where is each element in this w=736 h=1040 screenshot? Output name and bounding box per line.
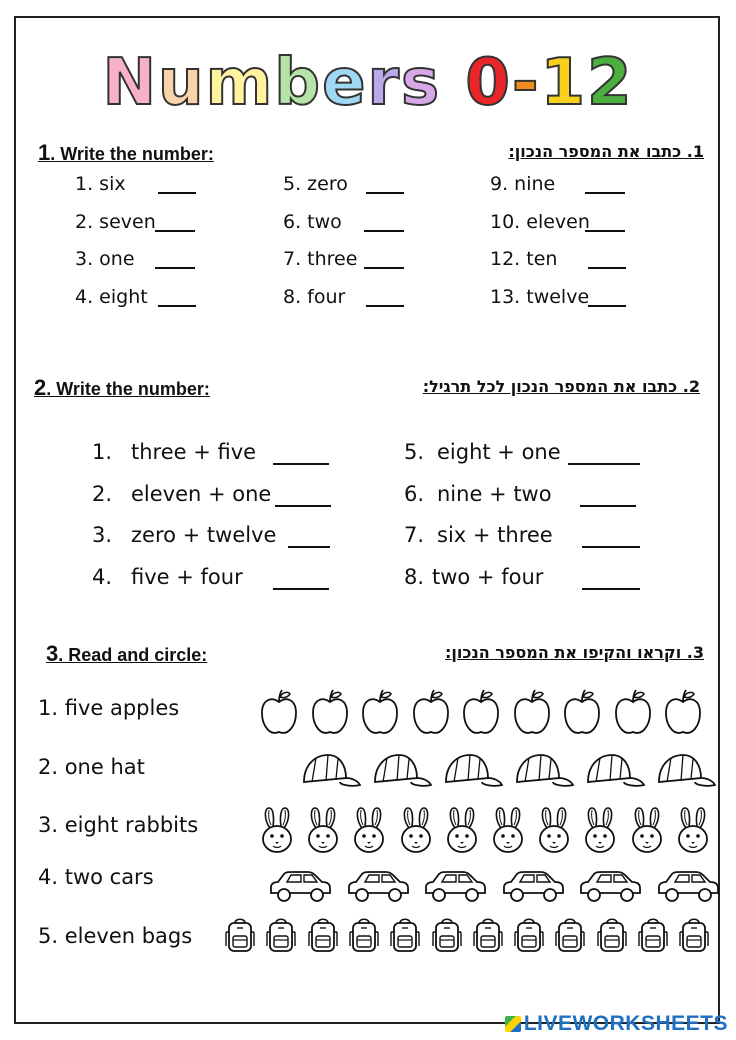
s1-item-label: 6. two — [283, 211, 342, 233]
s1-answer-blank[interactable] — [364, 267, 404, 269]
cap-icon[interactable] — [655, 752, 717, 794]
title-letter: 1 — [540, 46, 588, 120]
rabbit-icon[interactable] — [398, 806, 434, 858]
backpack-icon[interactable] — [432, 916, 462, 958]
s2-answer-blank[interactable] — [568, 463, 640, 465]
rabbit-icon[interactable] — [629, 806, 665, 858]
car-icon[interactable] — [346, 869, 410, 907]
s1-answer-blank[interactable] — [155, 230, 195, 232]
s1-item-label: 12. ten — [490, 248, 558, 270]
s3-row-label: 5. eleven bags — [38, 924, 193, 948]
s3-row-label: 2. one hat — [38, 755, 145, 779]
rabbit-icon[interactable] — [444, 806, 480, 858]
s2-item-number: 2. — [92, 482, 113, 506]
s1-answer-blank[interactable] — [158, 192, 196, 194]
s1-answer-blank[interactable] — [585, 230, 625, 232]
rabbit-icon[interactable] — [351, 806, 387, 858]
section1-number: 1 — [38, 140, 51, 165]
cap-icon[interactable] — [584, 752, 646, 794]
apple-icon[interactable] — [663, 688, 703, 742]
title-letter: e — [322, 46, 368, 120]
s1-item-label: 5. zero — [283, 173, 348, 195]
rabbit-icon[interactable] — [259, 806, 295, 858]
s3-row-label: 4. two cars — [38, 865, 154, 889]
section1-heading — [38, 140, 214, 166]
backpack-icon[interactable] — [638, 916, 668, 958]
title-letter: r — [367, 46, 402, 120]
rabbit-icon[interactable] — [582, 806, 618, 858]
apple-icon[interactable] — [360, 688, 400, 742]
title-letter: b — [274, 46, 323, 120]
s1-answer-blank[interactable] — [588, 305, 626, 307]
s1-answer-blank[interactable] — [158, 305, 196, 307]
backpack-icon[interactable] — [514, 916, 544, 958]
backpack-icon[interactable] — [266, 916, 296, 958]
s1-answer-blank[interactable] — [366, 305, 404, 307]
backpack-icon[interactable] — [679, 916, 709, 958]
s1-answer-blank[interactable] — [588, 267, 626, 269]
title-letter: u — [158, 46, 206, 120]
section2-heading-hebrew: 2. כתבו את המספר הנכון לכל תרגיל: — [422, 377, 700, 396]
backpack-icon[interactable] — [473, 916, 503, 958]
backpack-icon[interactable] — [349, 916, 379, 958]
backpack-icon[interactable] — [555, 916, 585, 958]
car-icon[interactable] — [268, 869, 332, 907]
s1-answer-blank[interactable] — [155, 267, 195, 269]
car-icon[interactable] — [423, 869, 487, 907]
apple-icon[interactable] — [613, 688, 653, 742]
s2-item-expression: five + four — [131, 565, 243, 589]
title-letter: N — [102, 46, 158, 120]
s2-item-expression: two + four — [432, 565, 544, 589]
backpack-icon[interactable] — [225, 916, 255, 958]
backpack-icon[interactable] — [308, 916, 338, 958]
s1-item-label: 8. four — [283, 286, 346, 308]
liveworksheets-logo — [505, 1012, 728, 1036]
section2-number: 2 — [34, 375, 47, 400]
title-letter: - — [511, 46, 541, 120]
s2-answer-blank[interactable] — [275, 505, 331, 507]
s2-item-expression: zero + twelve — [131, 523, 277, 547]
s2-item-number: 5. — [404, 440, 425, 464]
title-letter: 2 — [587, 46, 634, 120]
s1-item-label: 1. six — [75, 173, 126, 195]
s3-row-label: 1. five apples — [38, 696, 180, 720]
s1-item-label: 7. three — [283, 248, 358, 270]
s1-answer-blank[interactable] — [585, 192, 625, 194]
title-letter — [441, 46, 465, 120]
rabbit-icon[interactable] — [536, 806, 572, 858]
car-icon[interactable] — [578, 869, 642, 907]
s1-answer-blank[interactable] — [366, 192, 404, 194]
cap-icon[interactable] — [300, 752, 362, 794]
apple-icon[interactable] — [562, 688, 602, 742]
s2-item-expression: nine + two — [437, 482, 552, 506]
s2-item-number: 3. — [92, 523, 113, 547]
apple-icon[interactable] — [411, 688, 451, 742]
section1-heading-text: . Write the number: — [50, 144, 214, 164]
title-letter: 0 — [465, 46, 512, 120]
s2-answer-blank[interactable] — [273, 588, 329, 590]
s2-item-number: 8. — [404, 565, 425, 589]
apple-icon[interactable] — [512, 688, 552, 742]
s2-answer-blank[interactable] — [582, 588, 640, 590]
s2-item-expression: three + five — [131, 440, 257, 464]
apple-icon[interactable] — [259, 688, 299, 742]
s2-answer-blank[interactable] — [288, 546, 330, 548]
s1-item-label: 2. seven — [75, 211, 156, 233]
backpack-icon[interactable] — [597, 916, 627, 958]
s2-item-expression: six + three — [437, 523, 553, 547]
s1-item-label: 9. nine — [490, 173, 556, 195]
section1-heading-hebrew: 1. כתבו את המספר הנכון: — [508, 142, 704, 161]
apple-icon[interactable] — [461, 688, 501, 742]
s2-item-number: 1. — [92, 440, 113, 464]
car-icon[interactable] — [501, 869, 565, 907]
s2-answer-blank[interactable] — [582, 546, 640, 548]
section3-heading-hebrew: 3. וקראו והקיפו את המספר הנכון: — [445, 643, 704, 662]
s2-item-expression: eight + one — [437, 440, 561, 464]
section2-heading-text: . Write the number: — [46, 379, 210, 399]
car-icon[interactable] — [656, 869, 720, 907]
s1-item-label: 10. eleven — [490, 211, 590, 233]
s2-answer-blank[interactable] — [580, 505, 636, 507]
rabbit-icon[interactable] — [490, 806, 526, 858]
title-letter: m — [205, 46, 275, 120]
apple-icon[interactable] — [310, 688, 350, 742]
s2-item-expression: eleven + one — [131, 482, 272, 506]
s2-item-number: 7. — [404, 523, 425, 547]
section3-number: 3 — [46, 641, 59, 666]
cap-icon[interactable] — [513, 752, 575, 794]
s1-item-label: 4. eight — [75, 286, 148, 308]
s2-item-number: 4. — [92, 565, 113, 589]
section3-heading-text: . Read and circle: — [58, 645, 208, 665]
cap-icon[interactable] — [442, 752, 504, 794]
liveworksheets-mark-icon — [505, 1016, 521, 1032]
section2-heading — [34, 375, 210, 401]
rabbit-icon[interactable] — [675, 806, 711, 858]
s1-answer-blank[interactable] — [364, 230, 404, 232]
cap-icon[interactable] — [371, 752, 433, 794]
rabbit-icon[interactable] — [305, 806, 341, 858]
s2-item-number: 6. — [404, 482, 425, 506]
title-letter: s — [401, 46, 442, 120]
s1-item-label: 13. twelve — [490, 286, 590, 308]
logo-text: LIVEWORKSHEETS — [523, 1012, 728, 1035]
backpack-icon[interactable] — [390, 916, 420, 958]
s2-answer-blank[interactable] — [273, 463, 329, 465]
s1-item-label: 3. one — [75, 248, 135, 270]
s3-row-label: 3. eight rabbits — [38, 813, 199, 837]
section3-heading — [46, 641, 207, 667]
worksheet-title — [0, 46, 736, 120]
